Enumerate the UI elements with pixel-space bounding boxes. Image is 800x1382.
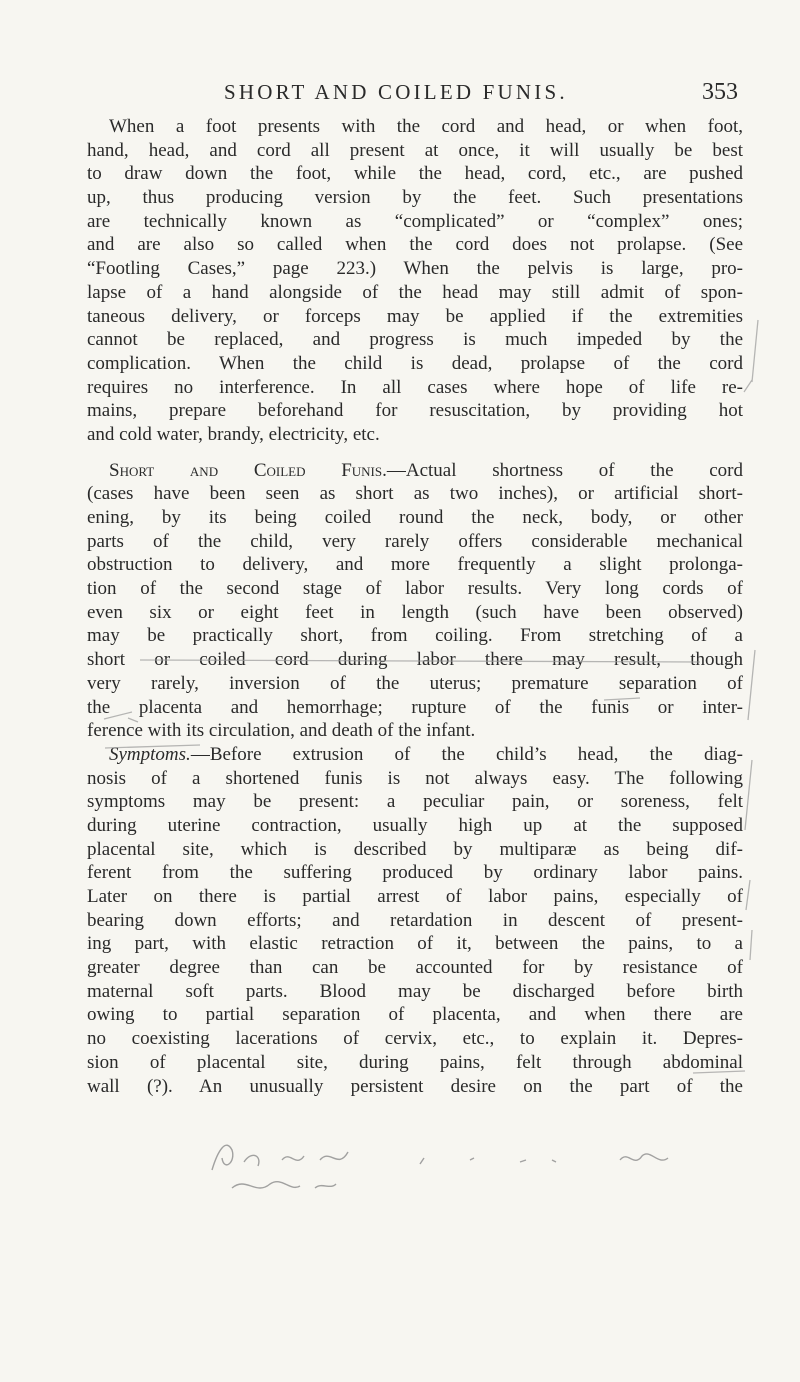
text-line: mains, prepare beforehand for resuscitation, by providing hot [87,400,743,422]
text-line: the placenta and hemorrhage; rupture of the funis or inter- [87,696,743,718]
text-line: taneous delivery, or forceps may be applied if the extremities [87,305,743,327]
text-line: complication. When the child is dead, prolapse of the cord [87,352,743,374]
text-line: lapse of a hand alongside of the head may still admit of spon- [87,281,743,303]
text-line: requires no interference. In all cases where hope of life re- [87,376,743,398]
section-heading: Short and Coiled Funis. [109,459,387,481]
text-line: placental site, which is described by multiparæ as being dif- [87,838,743,860]
text-line: and cold water, brandy, electricity, etc. [87,423,380,445]
text-line: (cases have been seen as short as two inches), or artificial short- [87,483,743,505]
text-line: Short and Coiled Funis.—Actual shortness of the cord [109,459,743,481]
running-header: SHORT AND COILED FUNIS. [224,80,568,104]
text-line: cannot be replaced, and progress is much impeded by the [87,329,743,351]
text-line: parts of the child, very rarely offers considerable mechanical [87,530,743,552]
text-line: and are also so called when the cord does not prolapse. (See [87,234,743,256]
text-line: are technically known as “complicated” or “complex” ones; [87,210,743,232]
text-line: short or coiled cord during labor there may result, though [87,649,743,671]
text-line: tion of the second stage of labor results. Very long cords of [87,578,743,600]
text-line: nosis of a shortened funis is not always easy. The following [87,767,743,789]
text-line: up, thus producing version by the feet. Such presentations [87,187,743,209]
page-body [87,115,743,1098]
text-line: may be practically short, from coiling. From stretching of a [87,625,743,647]
text-line: very rarely, inversion of the uterus; premature separation of [87,672,743,694]
text-line: during uterine contraction, usually high up at the supposed [87,814,743,836]
text-line: maternal soft parts. Blood may be discharged before birth [87,980,743,1002]
text-line: ferent from the suffering produced by ordinary labor pains. [87,862,743,884]
text-line: ening, by its being coiled round the neck, body, or other [87,507,743,528]
text-line: hand, head, and cord all present at once, it will usually be best [87,139,743,161]
text-line: bearing down efforts; and retardation in descent of present- [87,909,743,931]
text-line: “Footling Cases,” page 223.) When the pelvis is large, pro- [87,258,743,280]
text-line: no coexisting lacerations of cervix, etc., to explain it. Depres- [87,1028,743,1050]
text-line: greater degree than can be accounted for by resistance of [87,957,743,979]
text-line: When a foot presents with the cord and head, or when foot, [109,116,743,137]
paragraph-symptoms [87,743,743,1098]
text-line: Later on there is partial arrest of labor pains, especially of [87,886,743,907]
symptoms-heading: Symptoms. [109,743,191,765]
paragraph-complicated-presentations [87,115,743,447]
text-line: even six or eight feet in length (such have been observed) [87,601,743,623]
text-line: Symptoms.—Before extrusion of the child’s head, the diag- [109,743,743,765]
text-line: to draw down the foot, while the head, cord, etc., are pushed [87,163,743,185]
text-line: wall (?). An unusually persistent desire on the part of the [87,1075,743,1097]
text-line: obstruction to delivery, and more frequently a slight prolonga- [87,554,743,576]
text-line: sion of placental site, during pains, felt through abdominal [87,1051,743,1073]
page-number: 353 [702,79,738,105]
text-line: symptoms may be present: a peculiar pain, or soreness, felt [87,791,743,813]
text-line: owing to partial separation of placenta, and when there are [87,1004,743,1026]
paragraph-short-coiled-funis [87,459,743,743]
text-line: ing part, with elastic retraction of it, between the pains, to a [87,933,743,955]
text-line: ference with its circulation, and death of the infant. [87,720,476,742]
